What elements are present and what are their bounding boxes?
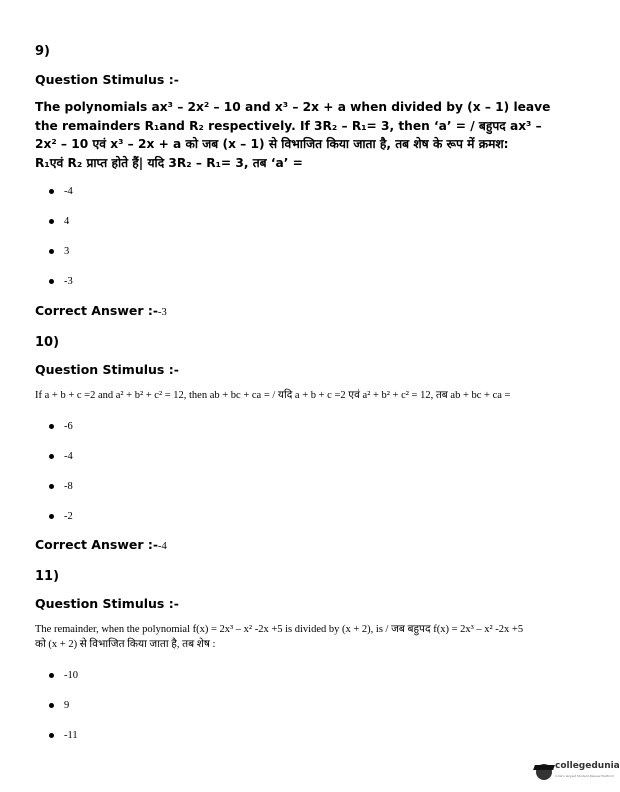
correct-answer-value: -4 xyxy=(158,541,167,552)
option-item xyxy=(49,216,69,227)
bullet-icon xyxy=(49,189,54,194)
bullet-icon xyxy=(49,279,54,284)
question-stem xyxy=(35,622,580,652)
option-text: -3 xyxy=(64,276,73,287)
question-number: 9) xyxy=(35,44,50,59)
option-item xyxy=(49,451,73,462)
question-stem: If a + b + c =2 and a² + b² + c² = 12, then ab + bc + ca = / यदि a + b + c =2 एवं a² + b² + c² = 12, तब ab + bc + ca = xyxy=(35,390,511,401)
correct-answer xyxy=(35,537,167,552)
brand-name xyxy=(555,762,620,781)
option-text: -10 xyxy=(64,670,78,681)
bullet-icon xyxy=(49,219,54,224)
option-item xyxy=(49,481,73,492)
option-text: -4 xyxy=(64,186,73,197)
bullet-icon xyxy=(49,703,54,708)
brand-tagline: India's largest Student Review Platform xyxy=(555,774,615,778)
bullet-icon xyxy=(49,673,54,678)
question-number: 11) xyxy=(35,569,60,584)
option-text: -11 xyxy=(64,730,78,741)
option-text: 3 xyxy=(64,246,70,257)
correct-answer xyxy=(35,303,167,318)
question-stem xyxy=(35,98,570,172)
stem-line: 2x² – 10 एवं x³ – 2x + a को जब (x – 1) से विभाजित किया जाता है, तब शेष के रूप में क्रमश: xyxy=(35,137,509,151)
question-stimulus-label: Question Stimulus :- xyxy=(35,72,179,87)
question-stimulus-label: Question Stimulus :- xyxy=(35,362,179,377)
question-number: 10) xyxy=(35,335,60,350)
option-item xyxy=(49,246,69,257)
stem-line: The remainder, when the polynomial f(x) = 2x³ – x² -2x +5 is divided by (x + 2), is / जब बहुपद f(x) = 2x³ – x² -2x +5 xyxy=(35,624,524,635)
bullet-icon xyxy=(49,454,54,459)
stem-line: को (x + 2) से विभाजित किया जाता है, तब शेष : xyxy=(35,639,216,650)
option-item xyxy=(49,511,73,522)
option-item xyxy=(49,186,73,197)
option-item xyxy=(49,700,69,711)
option-text: -2 xyxy=(64,511,73,522)
brand-logo xyxy=(536,762,620,781)
stem-line: The polynomials ax³ – 2x² – 10 and x³ – 2x + a when divided by (x – 1) leave xyxy=(35,100,551,114)
option-text: 9 xyxy=(64,700,70,711)
option-text: -4 xyxy=(64,451,73,462)
stem-line: R₁एवं R₂ प्राप्त होते हैं| यदि 3R₂ – R₁= 3, तब ‘a’ = xyxy=(35,155,303,170)
option-item xyxy=(49,730,78,741)
bullet-icon xyxy=(49,249,54,254)
correct-answer-label: Correct Answer :- xyxy=(35,537,159,552)
bullet-icon xyxy=(49,424,54,429)
correct-answer-label: Correct Answer :- xyxy=(35,303,159,318)
option-text: -8 xyxy=(64,481,73,492)
brand-name-text: collegedunia xyxy=(555,761,620,771)
option-text: -6 xyxy=(64,421,73,432)
graduation-cap-icon xyxy=(536,764,552,780)
bullet-icon xyxy=(49,484,54,489)
option-item xyxy=(49,276,73,287)
question-stimulus-label: Question Stimulus :- xyxy=(35,596,179,611)
option-text: 4 xyxy=(64,216,70,227)
bullet-icon xyxy=(49,733,54,738)
option-item xyxy=(49,670,78,681)
stem-line: the remainders R₁and R₂ respectively. If 3R₂ – R₁= 3, then ‘a’ = / बहुपद ax³ – xyxy=(35,118,542,133)
bullet-icon xyxy=(49,514,54,519)
option-item xyxy=(49,421,73,432)
correct-answer-value: -3 xyxy=(158,307,167,318)
